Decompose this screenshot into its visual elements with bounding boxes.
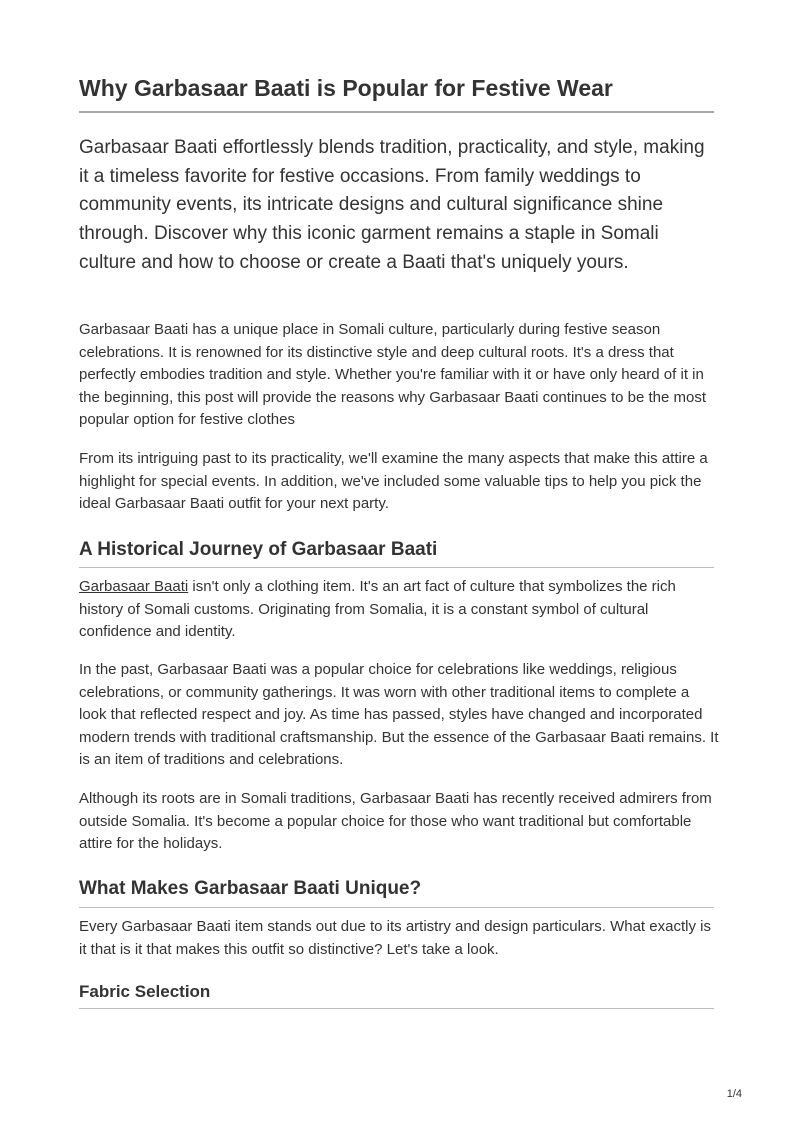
page-number: 1/4 [726, 1088, 742, 1100]
unique-paragraph-1: Every Garbasaar Baati item stands out due to its artistry and design particulars. What exactly is it that is it that makes this outfit so distinctive? Let's take a look. [79, 918, 711, 958]
page-title: Why Garbasaar Baati is Popular for Festive Wear [79, 75, 613, 101]
lead-paragraph: Garbasaar Baati effortlessly blends tradition, practicality, and style, making it a timeless favorite for festive occasions. From family weddings to community events, its intricate designs and cultural significance shine through. Discover why this iconic garment remains a staple in Somali culture and how to choose or create a Baati that's uniquely yours. [79, 137, 705, 273]
history-divider [79, 567, 714, 568]
garbasaar-baati-link[interactable]: Garbasaar Baati [79, 578, 189, 595]
title-divider [79, 111, 714, 113]
history-paragraph-1 [79, 576, 719, 644]
unique-divider [79, 907, 714, 908]
history-heading: A Historical Journey of Garbasaar Baati [79, 539, 438, 560]
fabric-divider [79, 1008, 714, 1009]
history-paragraph-1-text: isn't only a clothing item. It's an art fact of culture that symbolizes the rich history of Somali customs. Originating from Somalia, it is a constant symbol of cultural confidence and identity. [79, 578, 676, 641]
history-paragraph-3: Although its roots are in Somali traditions, Garbasaar Baati has recently received admirers from outside Somalia. It's become a popular choice for those who want traditional but comfortable attire for the holidays. [79, 790, 712, 853]
unique-heading: What Makes Garbasaar Baati Unique? [79, 878, 422, 899]
fabric-heading: Fabric Selection [79, 982, 211, 1001]
history-paragraph-2: In the past, Garbasaar Baati was a popular choice for celebrations like weddings, religious celebrations, or community gatherings. It was worn with other traditional items to complete a look that reflected respect and joy. As time has passed, styles have changed and incorporated modern trends with traditional craftsmanship. But the essence of the Garbasaar Baati remains. It is an item of traditions and celebrations. [79, 661, 719, 769]
intro-paragraph-2: From its intriguing past to its practicality, we'll examine the many aspects that make this attire a highlight for special events. In addition, we've included some valuable tips to help you pick the ideal Garbasaar Baati outfit for your next party. [79, 450, 708, 513]
intro-paragraph-1: Garbasaar Baati has a unique place in Somali culture, particularly during festive season celebrations. It is renowned for its distinctive style and deep cultural roots. It's a dress that perfectly embodies tradition and style. Whether you're familiar with it or have only heard of it in the beginning, this post will provide the reasons why Garbasaar Baati continues to be the most popular option for festive clothes [79, 321, 707, 429]
